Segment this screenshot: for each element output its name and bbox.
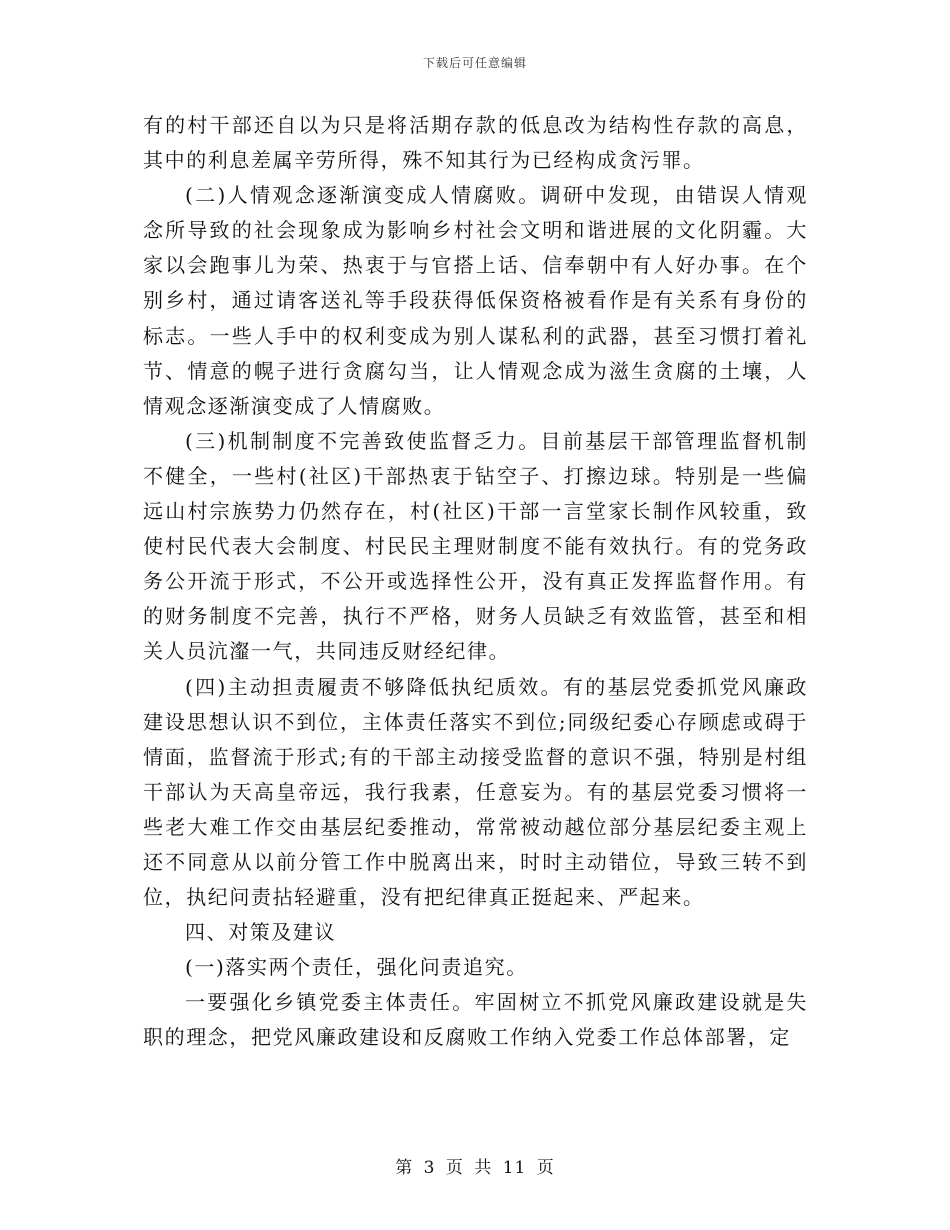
page-header: 下载后可任意编辑 <box>422 56 527 70</box>
section-heading: 四、对策及建议 <box>185 920 337 945</box>
paragraph-3: (三)机制制度不完善致使监督乏力。目前基层干部管理监督机制不健全，一些村(社区)干部热衷于钻空子、打擦边球。特别是一些偏远山村宗族势力仍然存在，村(社区)干部一言堂家长制作风较重，致使村民代表大会制度、村民民主理财制度不能有效执行。有的党务政务公开流于形式，不公开或选择性公开，没有真正发挥监督作用。有的财务制度不完善，执行不严格，财务人员缺乏有效监管，甚至和相关人员沆瀣一气，共同违反财经纪律。 <box>143 428 808 664</box>
paragraph-1: 有的村干部还自以为只是将活期存款的低息改为结构性存款的高息，其中的利息差属辛劳所得，殊不知其行为已经构成贪污罪。 <box>143 113 808 173</box>
document-body <box>143 108 808 1056</box>
paragraph-5: 一要强化乡镇党委主体责任。牢固树立不抓党风廉政建设就是失职的理念，把党风廉政建设和反腐败工作纳入党委工作总体部署，定 <box>143 990 808 1050</box>
subsection-heading: (一)落实两个责任，强化问责追究。 <box>185 955 528 980</box>
paragraph-2: (二)人情观念逐渐演变成人情腐败。调研中发现，由错误人情观念所导致的社会现象成为影响乡村社会文明和谐进展的文化阴霾。大家以会跑事儿为荣、热衷于与官搭上话、信奉朝中有人好办事。在个别乡村，通过请客送礼等手段获得低保资格被看作是有关系有身份的标志。一些人手中的权利变成为别人谋私利的武器，甚至习惯打着礼节、情意的幌子进行贪腐勾当，让人情观念成为滋生贪腐的土壤，人情观念逐渐演变成了人情腐败。 <box>143 183 808 418</box>
paragraph-4: (四)主动担责履责不够降低执纪质效。有的基层党委抓党风廉政建设思想认识不到位，主体责任落实不到位;同级纪委心存顾虑或碍于情面，监督流于形式;有的干部主动接受监督的意识不强，特别是村组干部认为天高皇帝远，我行我素，任意妄为。有的基层党委习惯将一些老大难工作交由基层纪委推动，常常被动越位部分基层纪委主观上还不同意从以前分管工作中脱离出来，时时主动错位，导致三转不到位，执纪问责拈轻避重，没有把纪律真正挺起来、严起来。 <box>143 674 808 910</box>
page-number-footer: 第 3 页 共 11 页 <box>395 1158 555 1178</box>
